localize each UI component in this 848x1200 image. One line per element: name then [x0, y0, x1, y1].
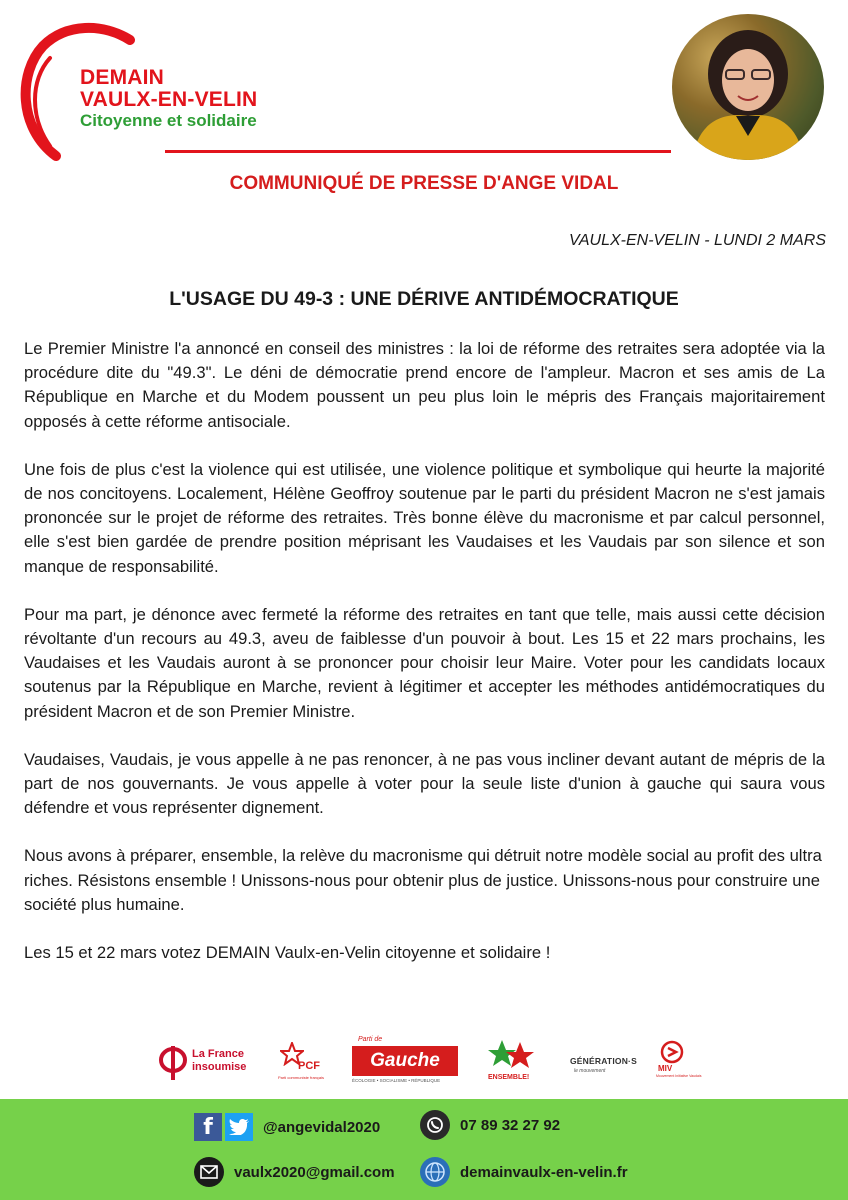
miv-emblem-icon: [660, 1040, 684, 1064]
miv-logo: [656, 1038, 702, 1088]
website-contact[interactable]: [420, 1157, 628, 1187]
email-contact[interactable]: [194, 1157, 395, 1187]
twitter-icon[interactable]: [225, 1113, 253, 1141]
phi-icon: [158, 1044, 188, 1080]
press-release-title: COMMUNIQUÉ DE PRESSE D'ANGE VIDAL: [229, 173, 619, 194]
globe-icon: [420, 1157, 450, 1187]
portrait-illustration: [672, 14, 824, 160]
paragraph-3: Pour ma part, je dénonce avec fermeté la réforme des retraites en tant que telle, mais aussi cette décision révoltante d'un recours au 49.3, aveu de faiblesse d'un pouvoir à bout. Les 15 et 22 mars prochains, les Vaudaises et les Vaudais auront à se prononcer pour choisir leur Maire. Voter pour les candidats locaux soutenus par la République en Marche, revient à légitimer et accepter les méthodes antidémocratiques du président Macron et de son Premier Ministre.: [24, 604, 825, 721]
candidate-portrait: [672, 14, 824, 160]
social-handle[interactable]: @angevidal2020: [263, 1118, 381, 1136]
logo-line-city: VAULX-EN-VELIN: [80, 88, 258, 111]
paragraph-1: Le Premier Ministre l'a annoncé en conseil des ministres : la loi de réforme des retraites sera adoptée via la procédure dite du "49.3". Le déni de démocratie prend encore de l'ampleur. Macron et ses amis de La République en Marche et du Modem poussent un peu plus loin le mépris des Français majoritairement opposés à cette réforme antisociale.: [24, 339, 825, 431]
header-divider: [165, 150, 671, 153]
pcf-sublabel: Parti communiste français: [278, 1075, 325, 1080]
article-headline: L'USAGE DU 49-3 : UNE DÉRIVE ANTIDÉMOCRATIQUE: [169, 288, 679, 310]
whatsapp-icon: [420, 1110, 450, 1140]
social-contact[interactable]: [194, 1113, 380, 1141]
phone-contact[interactable]: [420, 1110, 560, 1140]
lfi-line2: insoumise: [192, 1061, 247, 1073]
lfi-logo: [158, 1038, 258, 1088]
paragraph-4: Vaudaises, Vaudais, je vous appelle à ne pas renoncer, à ne pas vous incliner devant autant de mépris de la part de nos gouvernants. Je vous appelle à voter pour la seule liste d'union à gauche qui saura vous défendre et vous représenter dignement.: [24, 749, 825, 818]
demain-logo: [18, 18, 298, 168]
lfi-line1: La France: [192, 1048, 244, 1060]
paragraph-2: Une fois de plus c'est la violence qui est utilisée, une violence politique et symbolique qui heurte la majorité de nos concitoyens. Localement, Hélène Geoffroy soutenue par le parti du président Macron ne s'est jamais prononcée sur le projet de réforme des retraites. Très bonne élève du macronisme et par calcul personnel, elle s'est bien gardée de prendre position méprisant les Vaudaises et les Vaudais par son silence et son manque de responsabilité.: [24, 459, 825, 576]
pg-label: Gauche: [352, 1046, 458, 1076]
email-address[interactable]: vaulx2020@gmail.com: [234, 1163, 395, 1181]
email-icon: [194, 1157, 224, 1187]
pcf-logo: [278, 1038, 330, 1088]
pcf-label: PCF: [298, 1060, 320, 1072]
logo-tagline: Citoyenne et solidaire: [80, 111, 257, 130]
contact-footer: [0, 1099, 848, 1200]
ensemble-logo: [486, 1038, 542, 1088]
logo-line-demain: DEMAIN: [80, 66, 165, 89]
partner-logos: [150, 1036, 702, 1088]
paragraph-6: Les 15 et 22 mars votez DEMAIN Vaulx-en-Velin citoyenne et solidaire !: [24, 943, 551, 963]
paragraph-5: Nous avons à préparer, ensemble, la relève du macronisme qui détruit notre modèle social au profit des ultra riches. Résistons ensemble ! Unissons-nous pour obtenir plus de justice. Unissons-nous pour construire une société plus humaine.: [24, 846, 822, 914]
miv-label: MIV: [658, 1064, 673, 1073]
dateline: VAULX-EN-VELIN - LUNDI 2 MARS: [569, 232, 826, 249]
pg-sublabel: ÉCOLOGIE • SOCIALISME • RÉPUBLIQUE: [352, 1078, 441, 1083]
ensemble-label: ENSEMBLE!: [488, 1074, 530, 1081]
pg-small-label: Parti de: [358, 1036, 383, 1043]
generations-sublabel: le mouvement: [574, 1068, 606, 1074]
generations-logo: [570, 1038, 637, 1088]
facebook-icon[interactable]: f: [194, 1113, 222, 1141]
article-body: [24, 337, 825, 989]
website-url[interactable]: demainvaulx-en-velin.fr: [460, 1163, 628, 1181]
generations-label: GÉNÉRATION·S: [570, 1056, 637, 1066]
pg-logo: [352, 1038, 462, 1088]
ensemble-stars-icon: [486, 1038, 538, 1074]
phone-number[interactable]: 07 89 32 27 92: [460, 1116, 561, 1134]
miv-sublabel: Mouvement Initiative Vaudais: [656, 1074, 702, 1078]
